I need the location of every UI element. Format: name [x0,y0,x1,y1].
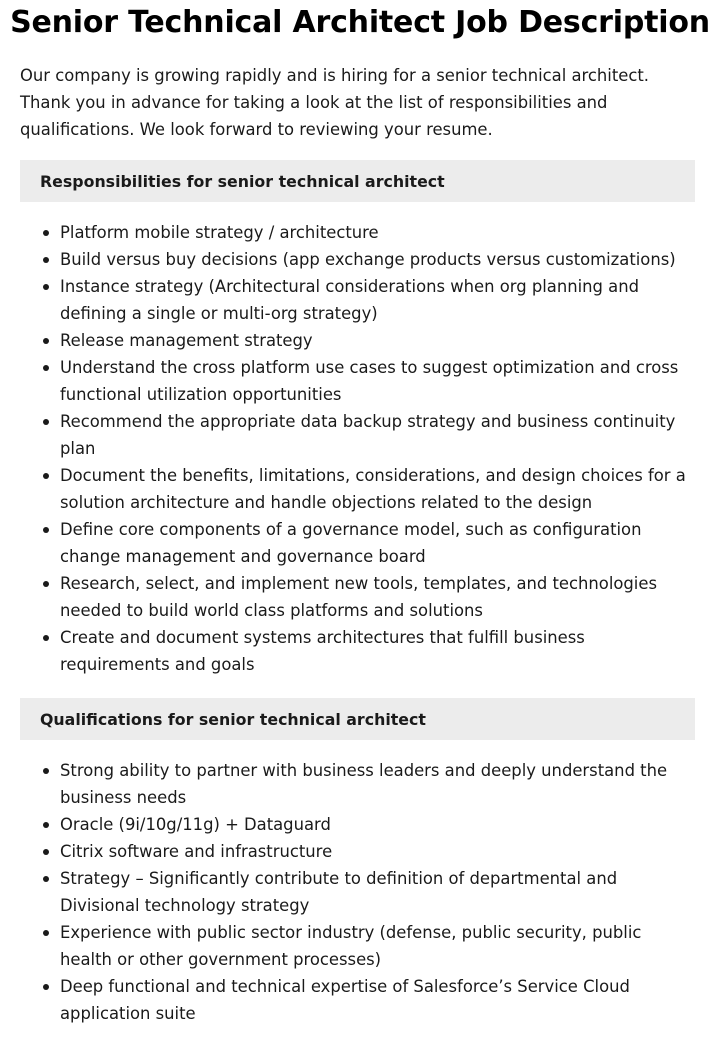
list-item: Instance strategy (Architectural considerations when org planning and defining a single or multi-org strategy) [60,273,690,327]
qualifications-list [0,757,690,1027]
page-title: Senior Technical Architect Job Description [10,5,710,40]
responsibilities-list [0,219,690,678]
list-item: Create and document systems architectures that fulfill business requirements and goals [60,624,690,678]
list-item: Deep functional and technical expertise of Salesforce’s Service Cloud application suite [60,973,690,1027]
list-item: Experience with public sector industry (defense, public security, public health or other government processes) [60,919,690,973]
intro-paragraph: Our company is growing rapidly and is hiring for a senior technical architect. Thank you in advance for taking a look at the list of responsibilities and qualifications. We look forward to reviewing your resume. [20,66,650,139]
list-item: Platform mobile strategy / architecture [60,219,690,246]
list-item: Define core components of a governance model, such as configuration change management and governance board [60,516,690,570]
list-item: Research, select, and implement new tools, templates, and technologies needed to build world class platforms and solutions [60,570,690,624]
list-item: Strategy – Significantly contribute to definition of departmental and Divisional technology strategy [60,865,690,919]
list-item: Recommend the appropriate data backup strategy and business continuity plan [60,408,690,462]
list-item: Oracle (9i/10g/11g) + Dataguard [60,811,690,838]
list-item: Document the benefits, limitations, considerations, and design choices for a solution architecture and handle objections related to the design [60,462,690,516]
list-item: Understand the cross platform use cases to suggest optimization and cross functional utilization opportunities [60,354,690,408]
responsibilities-heading: Responsibilities for senior technical architect [20,160,695,202]
qualifications-heading: Qualifications for senior technical architect [20,698,695,740]
list-item: Strong ability to partner with business leaders and deeply understand the business needs [60,757,690,811]
list-item: Citrix software and infrastructure [60,838,690,865]
list-item: Release management strategy [60,327,690,354]
list-item: Build versus buy decisions (app exchange products versus customizations) [60,246,690,273]
